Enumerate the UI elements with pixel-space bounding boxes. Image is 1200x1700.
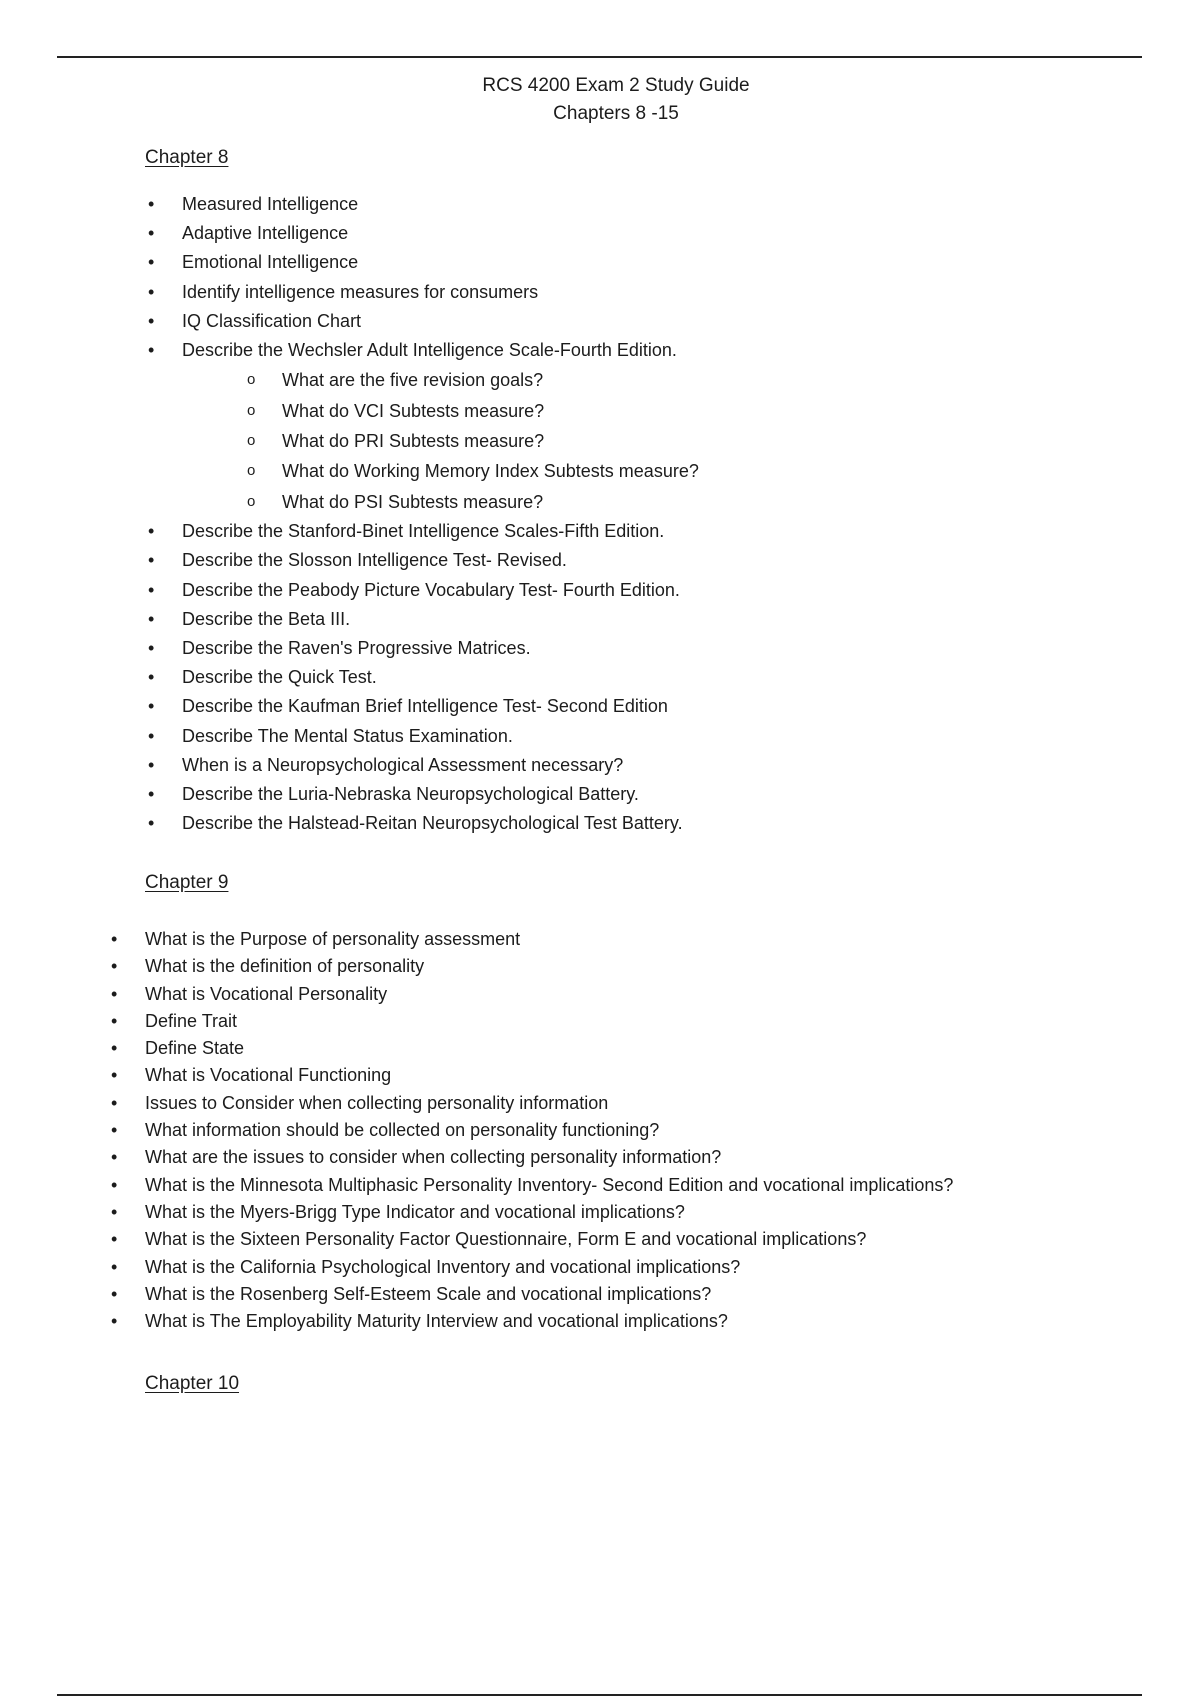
bullet-icon: • <box>148 550 155 571</box>
list-item <box>145 605 1145 634</box>
sub-list-item-text: What are the five revision goals? <box>282 370 544 391</box>
bullet-icon: • <box>148 725 155 746</box>
wechsler-sublist <box>182 365 1145 517</box>
list-item-text: What is Vocational Functioning <box>145 1065 392 1086</box>
sub-list-item-text: What do PSI Subtests measure? <box>282 491 544 512</box>
bullet-icon: • <box>111 1010 118 1031</box>
list-item-text: Describe The Mental Status Examination. <box>182 725 513 746</box>
circle-bullet-icon: o <box>247 462 256 480</box>
list-item-text: Describe the Beta III. <box>182 608 351 629</box>
list-item-text: What is the California Psychological Inventory and vocational implications? <box>145 1256 741 1277</box>
bullet-icon: • <box>111 929 118 949</box>
bullet-icon: • <box>111 1065 118 1086</box>
list-item <box>108 1117 1158 1144</box>
top-rule <box>57 56 1142 58</box>
chapter-9-list <box>108 926 1158 1335</box>
circle-bullet-icon: o <box>247 401 256 419</box>
bullet-icon: • <box>148 754 155 775</box>
list-item-text: What are the issues to consider when collecting personality information? <box>145 1147 722 1168</box>
list-item-text: What is the Purpose of personality assessment <box>145 929 521 949</box>
bullet-icon: • <box>111 1120 118 1141</box>
bullet-icon: • <box>148 784 155 805</box>
document-subtitle: Chapters 8 -15 <box>553 103 679 124</box>
list-item <box>108 1144 1158 1171</box>
list-item <box>145 278 1145 307</box>
sub-list-item-text: What do PRI Subtests measure? <box>282 431 545 452</box>
list-item <box>145 307 1145 336</box>
sub-list-item <box>182 426 1145 456</box>
list-item <box>108 1226 1158 1253</box>
circle-bullet-icon: o <box>247 371 256 389</box>
list-item <box>108 1172 1158 1199</box>
list-item-text: Describe the Quick Test. <box>182 667 377 688</box>
list-item <box>145 190 1145 219</box>
list-item <box>145 336 1145 517</box>
document-title: RCS 4200 Exam 2 Study Guide <box>482 75 750 96</box>
list-item <box>145 219 1145 248</box>
bullet-icon: • <box>111 1256 118 1277</box>
bullet-icon: • <box>148 252 155 273</box>
list-item <box>108 981 1158 1008</box>
bottom-rule <box>57 1694 1142 1696</box>
bullet-icon: • <box>148 638 155 659</box>
list-item <box>145 248 1145 277</box>
chapter-9-heading: Chapter 9 <box>145 872 229 893</box>
list-item-text: Describe the Luria-Nebraska Neuropsychological Battery. <box>182 784 639 805</box>
list-item <box>145 576 1145 605</box>
bullet-icon: • <box>148 340 155 361</box>
list-item-text: Describe the Peabody Picture Vocabulary Test- Fourth Edition. <box>182 579 680 600</box>
list-item-text: Adaptive Intelligence <box>182 223 349 244</box>
bullet-icon: • <box>111 983 118 1004</box>
list-item <box>145 634 1145 663</box>
list-item-text: Describe the Stanford-Binet Intelligence Scales-Fifth Edition. <box>182 521 665 542</box>
chapter-10-heading: Chapter 10 <box>145 1373 240 1394</box>
list-item <box>145 692 1145 721</box>
list-item-text: IQ Classification Chart <box>182 310 362 331</box>
list-item <box>145 722 1145 751</box>
list-item <box>108 1008 1158 1035</box>
bullet-icon: • <box>148 521 155 542</box>
list-item-text: What is the Myers-Brigg Type Indicator and vocational implications? <box>145 1201 685 1222</box>
list-item-text: Issues to Consider when collecting personality information <box>145 1092 609 1113</box>
list-item-text: Define State <box>145 1038 245 1059</box>
list-item <box>108 1035 1158 1062</box>
chapter-8-list <box>145 190 1145 838</box>
bullet-icon: • <box>111 1147 118 1168</box>
list-item-text: Describe the Wechsler Adult Intelligence Scale-Fourth Edition. <box>182 340 677 361</box>
list-item-text: Identify intelligence measures for consumers <box>182 281 539 302</box>
bullet-icon: • <box>111 1174 118 1195</box>
list-item <box>145 809 1145 838</box>
list-item-text: Describe the Slosson Intelligence Test- Revised. <box>182 550 567 571</box>
list-item <box>108 1062 1158 1089</box>
list-item <box>145 663 1145 692</box>
list-item-text: What is the Rosenberg Self-Esteem Scale and vocational implications? <box>145 1283 712 1304</box>
list-item-text: Describe the Raven's Progressive Matrices. <box>182 638 531 659</box>
chapter-8-heading: Chapter 8 <box>145 147 229 168</box>
list-item <box>108 1308 1158 1335</box>
list-item <box>108 1254 1158 1281</box>
bullet-icon: • <box>111 1201 118 1222</box>
list-item-text: Describe the Halstead-Reitan Neuropsychological Test Battery. <box>182 813 683 834</box>
sub-list-item <box>182 487 1145 517</box>
bullet-icon: • <box>148 281 155 302</box>
list-item-text: Describe the Kaufman Brief Intelligence Test- Second Edition <box>182 696 668 717</box>
list-item <box>108 1090 1158 1117</box>
bullet-icon: • <box>111 1038 118 1059</box>
list-item-text: What information should be collected on personality functioning? <box>145 1120 660 1141</box>
bullet-icon: • <box>148 608 155 629</box>
bullet-icon: • <box>148 813 155 834</box>
sub-list-item <box>182 456 1145 486</box>
sub-list-item-text: What do VCI Subtests measure? <box>282 400 545 421</box>
list-item-text: Define Trait <box>145 1010 238 1031</box>
bullet-icon: • <box>148 667 155 688</box>
list-item-text: Emotional Intelligence <box>182 252 359 273</box>
sub-list-item-text: What do Working Memory Index Subtests measure? <box>282 461 699 482</box>
list-item <box>108 1199 1158 1226</box>
bullet-icon: • <box>148 579 155 600</box>
list-item-text: What is the Sixteen Personality Factor Questionnaire, Form E and vocational implications? <box>145 1229 867 1250</box>
list-item <box>145 546 1145 575</box>
sub-list-item <box>182 396 1145 426</box>
list-item <box>108 953 1158 980</box>
bullet-icon: • <box>111 1311 118 1332</box>
bullet-icon: • <box>111 1092 118 1113</box>
document-header <box>0 72 1200 128</box>
circle-bullet-icon: o <box>247 492 256 510</box>
list-item-text: What is the Minnesota Multiphasic Personality Inventory- Second Edition and vocational implications? <box>145 1174 954 1195</box>
list-item <box>108 1281 1158 1308</box>
list-item-text: Measured Intelligence <box>182 194 359 214</box>
bullet-icon: • <box>148 223 155 244</box>
sub-list-item <box>182 365 1145 395</box>
circle-bullet-icon: o <box>247 432 256 450</box>
bullet-icon: • <box>148 696 155 717</box>
bullet-icon: • <box>148 310 155 331</box>
list-item <box>145 780 1145 809</box>
bullet-icon: • <box>111 1229 118 1250</box>
list-item-text: What is The Employability Maturity Interview and vocational implications? <box>145 1311 728 1332</box>
list-item <box>145 517 1145 546</box>
bullet-icon: • <box>111 1283 118 1304</box>
bullet-icon: • <box>111 956 118 977</box>
bullet-icon: • <box>148 194 155 214</box>
list-item <box>108 926 1158 953</box>
list-item <box>145 751 1145 780</box>
list-item-text: What is Vocational Personality <box>145 983 388 1004</box>
list-item-text: When is a Neuropsychological Assessment necessary? <box>182 754 624 775</box>
list-item-text: What is the definition of personality <box>145 956 425 977</box>
